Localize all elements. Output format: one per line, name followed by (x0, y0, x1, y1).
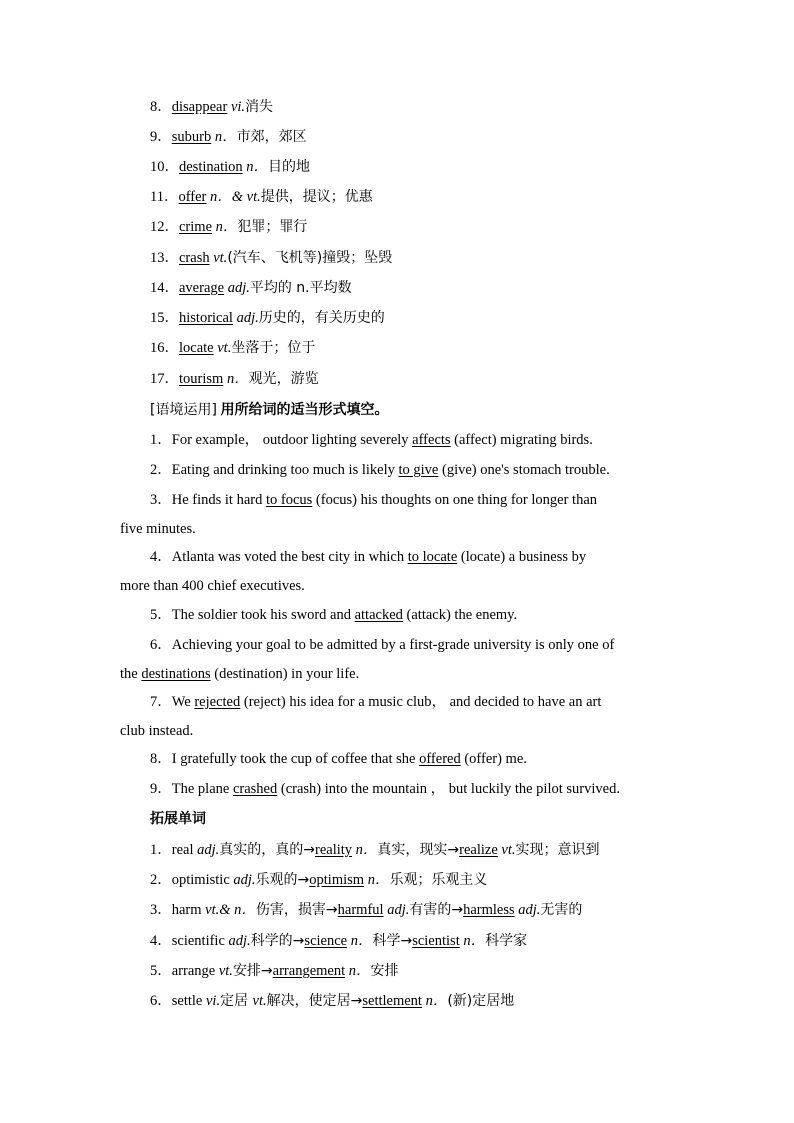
vocab-item: 17．tourism n．观光，游览 (150, 371, 319, 387)
exercise-line: 8．I gratefully took the cup of coffee that she offered (offer) me. (150, 751, 527, 767)
vocab-item: 11．offer n．& vt.提供，提议；优惠 (150, 189, 373, 205)
extension-item: 3．harm vt.& n．伤害，损害→harmful adj.有害的→harmless adj.无害的 (150, 902, 583, 918)
vocab-item: 12．crime n．犯罪；罪行 (150, 219, 308, 235)
exercise-line: 1．For example， outdoor lighting severely affects (affect) migrating birds. (150, 432, 593, 448)
vocab-item: 8．disappear vi.消失 (150, 99, 274, 115)
exercise-line-cont: club instead. (120, 723, 194, 739)
vocab-item: 9．suburb n．市郊，郊区 (150, 129, 307, 145)
extension-item: 5．arrange vt.安排→arrangement n．安排 (150, 963, 399, 979)
vocab-item: 16．locate vt.坐落于；位于 (150, 340, 316, 356)
vocab-item: 13．crash vt.(汽车、飞机等)撞毁；坠毁 (150, 250, 393, 266)
exercise-line: 5．The soldier took his sword and attacked (attack) the enemy. (150, 607, 518, 623)
extension-item: 6．settle vi.定居 vt.解决，使定居→settlement n．(新)定居地 (150, 993, 515, 1009)
vocab-item: 10．destination n．目的地 (150, 159, 311, 175)
context-heading: [语境运用] 用所给词的适当形式填空。 (150, 402, 389, 418)
vocab-item: 15．historical adj.历史的，有关历史的 (150, 310, 385, 326)
vocab-item: 14．average adj.平均的 n.平均数 (150, 280, 352, 296)
exercise-line: 4．Atlanta was voted the best city in which to locate (locate) a business by (150, 549, 587, 565)
exercise-line: 2．Eating and drinking too much is likely to give (give) one's stomach trouble. (150, 462, 610, 478)
exercise-line-cont: five minutes. (120, 521, 196, 537)
exercise-line: 9．The plane crashed (crash) into the mountain ， but luckily the pilot survived. (150, 781, 620, 797)
extension-heading: 拓展单词 (150, 811, 206, 827)
extension-item: 1．real adj.真实的，真的→reality n．真实，现实→realize vt.实现；意识到 (150, 842, 600, 858)
exercise-line-cont: more than 400 chief executives. (120, 578, 305, 594)
exercise-line-cont: the destinations (destination) in your life. (120, 666, 360, 682)
exercise-line: 7．We rejected (reject) his idea for a music club， and decided to have an art (150, 694, 602, 710)
extension-item: 4．scientific adj.科学的→science n．科学→scientist n．科学家 (150, 933, 528, 949)
exercise-line: 3．He finds it hard to focus (focus) his thoughts on one thing for longer than (150, 492, 598, 508)
exercise-line: 6．Achieving your goal to be admitted by a first-grade university is only one of (150, 637, 615, 653)
extension-item: 2．optimistic adj.乐观的→optimism n．乐观；乐观主义 (150, 872, 488, 888)
